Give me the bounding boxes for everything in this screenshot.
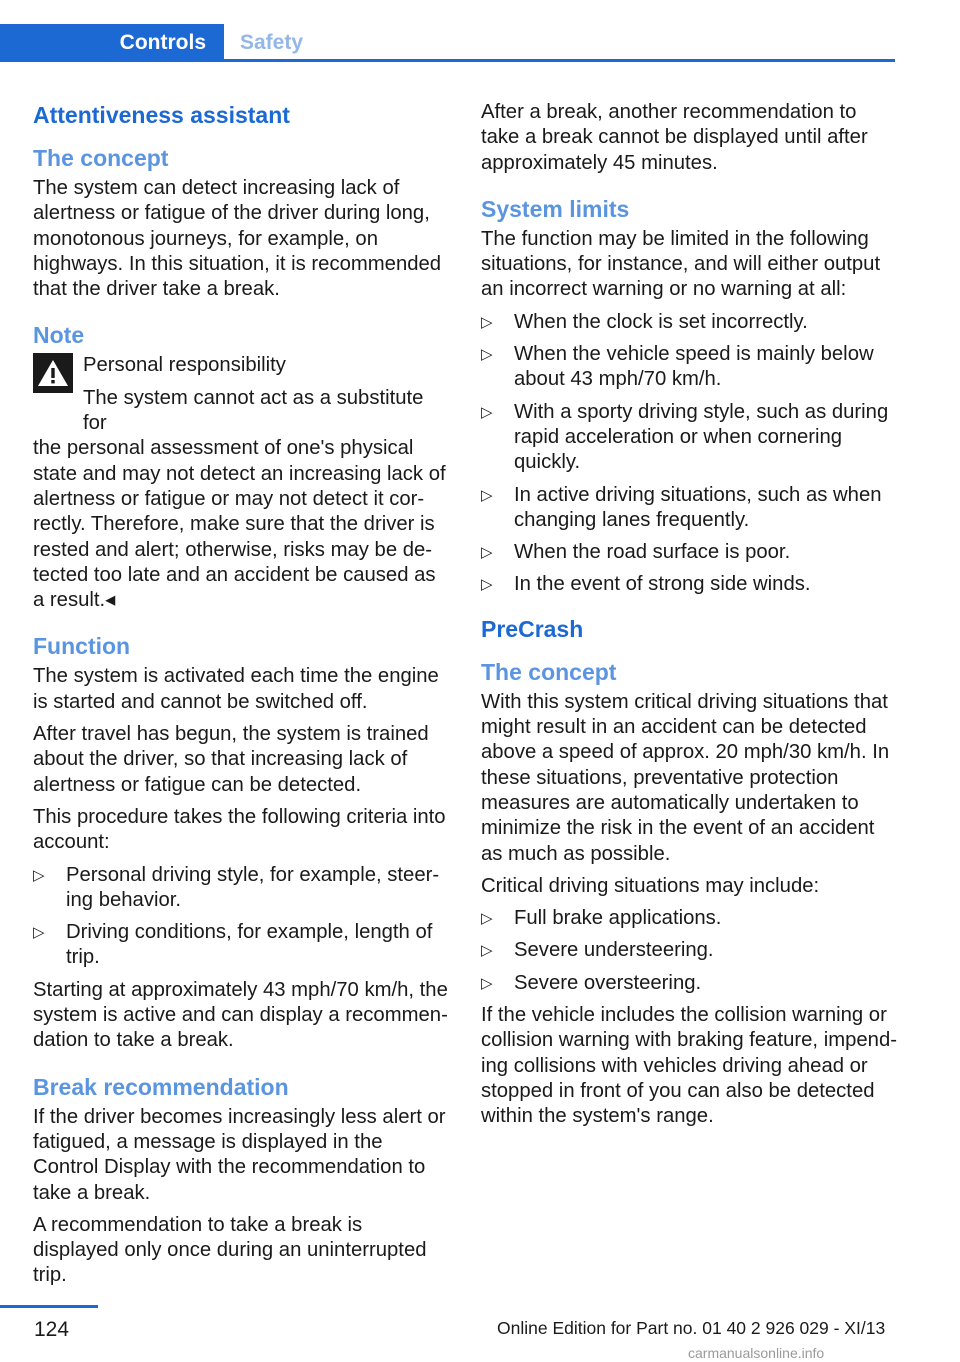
watermark-text[interactable]: carmanualsonline.info [688, 1345, 825, 1361]
heading-concept-precrash: The concept [481, 658, 617, 685]
bullet-triangle-icon: ▷ [481, 544, 493, 562]
bullet-triangle-icon: ▷ [481, 942, 493, 960]
tab-safety[interactable]: Safety [240, 31, 304, 54]
bullet-triangle-icon: ▷ [481, 974, 493, 992]
list-item: ▷ Full brake applications. [481, 906, 899, 931]
limits-list [481, 310, 899, 598]
heading-system-limits: System limits [481, 195, 630, 222]
break-paragraph-3: After a break, another recommendation to take a break cannot be displayed until after approximately 45 minutes. [481, 101, 868, 174]
heading-concept: The concept [33, 145, 169, 171]
list-item: ▷ Severe understeering. [481, 938, 899, 963]
concept-text: The system can detect increasing lack of alertness or fatigue of the driver during long, monotonous journeys, for example, on highways. In this situation, it is recommended that the driver take a break. [33, 177, 442, 301]
list-item: ▷ When the clock is set incorrectly. [481, 310, 899, 335]
function-paragraph-3: This procedure takes the following criteria into account: [33, 805, 446, 854]
heading-note: Note [33, 322, 85, 349]
break-paragraph-2: A recommendation to take a break is displayed only once during an uninterrupted trip. [33, 1213, 427, 1287]
function-paragraph-4: Starting at approximately 43 mph/70 km/h, the system is active and can display a recommendation to take a break. [33, 978, 448, 1052]
edition-text: Online Edition for Part no. 01 40 2 926 029 - XI/13 [497, 1318, 886, 1338]
bullet-triangle-icon: ▷ [481, 346, 493, 364]
list-item: ▷ Personal driving style, for example, steering behavior. [33, 863, 440, 911]
list-item: ▷ Driving conditions, for example, length of trip. [33, 921, 433, 969]
bullet-triangle-icon: ▷ [33, 924, 45, 942]
list-item: ▷ In active driving situations, such as when changing lanes frequently. [481, 483, 882, 531]
bullet-triangle-icon: ▷ [481, 576, 493, 594]
right-column [481, 100, 899, 1137]
list-item: ▷ When the road surface is poor. [481, 540, 899, 565]
function-paragraph-2: After travel has begun, the system is trained about the driver, so that increasing lack of alertness or fatigue can be detected. [33, 723, 429, 796]
page-number: 124 [34, 1318, 70, 1341]
bullet-triangle-icon: ▷ [481, 403, 493, 421]
warning-icon [33, 353, 73, 393]
critical-situations-list [481, 906, 899, 996]
section-title-attentiveness: Attentiveness assistant [33, 102, 290, 128]
precrash-paragraph-3: If the vehicle includes the collision warning or collision warning with braking feature, impending collisions with vehicles driving ahead or stopped in front of you can also be detected within the system's range. [481, 1004, 897, 1128]
precrash-paragraph-1: With this system critical driving situations that might result in an accident can be detected above a speed of approx. 20 mph/30 km/h. In these situations, preventative protection measures are automatically undertaken to minimize the risk in the event of an accident as much as possible. [481, 690, 890, 865]
precrash-paragraph-2: Critical driving situations may include: [481, 874, 820, 897]
section-title-precrash: PreCrash [481, 615, 584, 642]
bullet-triangle-icon: ▷ [481, 313, 493, 331]
note-block [33, 353, 451, 613]
bullet-triangle-icon: ▷ [481, 910, 493, 928]
list-item: ▷ With a sporty driving style, such as during rapid acceleration or when cornering quickly. [481, 400, 889, 474]
heading-break-recommendation: Break recommendation [33, 1073, 289, 1100]
note-title: Personal responsibility [83, 354, 286, 377]
bullet-triangle-icon: ▷ [33, 866, 45, 884]
break-paragraph-1: If the driver becomes increasingly less alert or fatigued, a message is displayed in the Control Display with the recommendation to take a break. [33, 1105, 446, 1204]
header-rule [0, 59, 895, 62]
function-paragraph-1: The system is activated each time the engine is started and cannot be switched off. [33, 665, 439, 713]
note-body-rest: the personal assessment of one's physical state and may not detect an increasing lack of alertness or fatigue or may not detect it correctly. Therefore, make sure that the driver is rested and alert; otherwise, risks may be detected too late and an accident be caused as a result.◂ [33, 437, 446, 612]
tab-controls[interactable]: Controls [0, 24, 224, 62]
bullet-triangle-icon: ▷ [481, 486, 493, 504]
header-tabs [0, 24, 895, 62]
left-column [33, 100, 451, 1296]
limits-paragraph: The function may be limited in the following situations, for instance, and will either output an incorrect warning or no warning at all: [481, 227, 881, 301]
heading-function: Function [33, 633, 131, 660]
note-body-first: The system cannot act as a substitute for [83, 386, 424, 435]
list-item: ▷ Severe oversteering. [481, 971, 899, 996]
list-item: ▷ When the vehicle speed is mainly below about 43 mph/70 km/h. [481, 343, 874, 391]
footer-rule [0, 1305, 98, 1308]
list-item: ▷ In the event of strong side winds. [481, 572, 899, 597]
criteria-list [33, 863, 451, 971]
